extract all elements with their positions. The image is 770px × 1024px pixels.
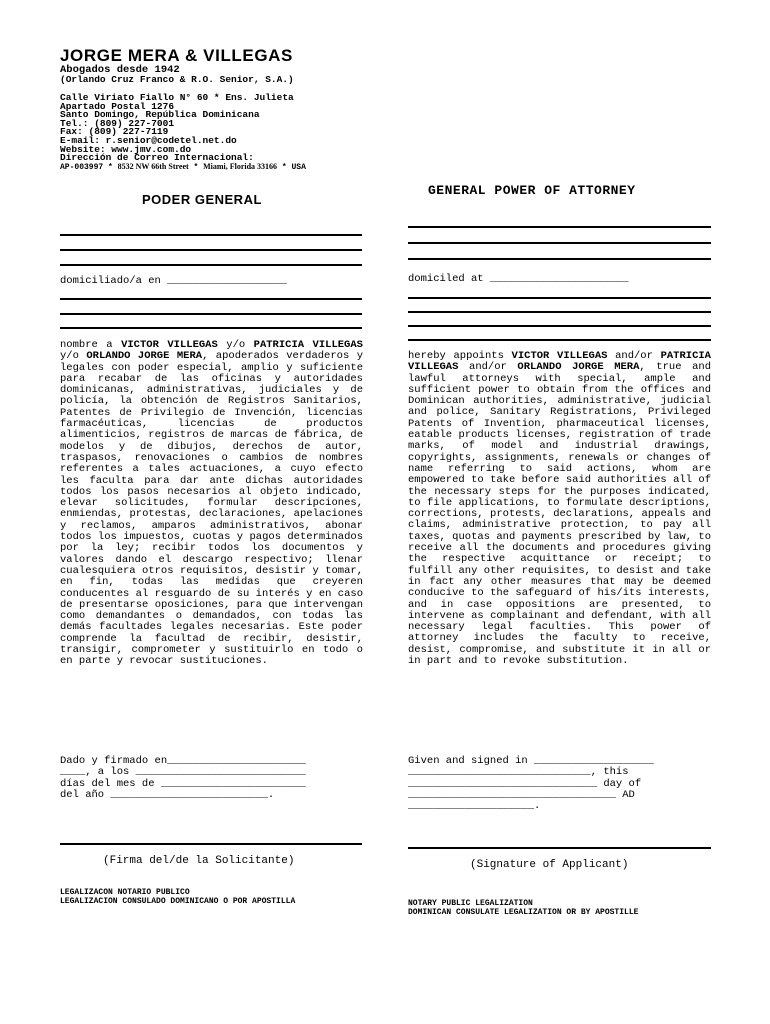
conjunction: y/o xyxy=(226,339,246,351)
blank-line xyxy=(408,242,711,244)
legalization-line: LEGALIZACION CONSULADO DOMINICANO O POR APOSTILLA xyxy=(60,897,296,906)
blank-line xyxy=(60,313,362,315)
blank-line xyxy=(60,264,362,266)
english-signing-block xyxy=(408,756,654,812)
firm-since: Abogados desde 1942 xyxy=(60,64,180,76)
blank-line xyxy=(408,297,711,299)
signing-line: ______________________________ day of xyxy=(408,777,642,790)
attorney-name: PATRICIA VILLEGAS xyxy=(408,350,711,374)
english-domicile: domiciled at ______________________ xyxy=(408,273,629,285)
signing-line: ____, a los ___________________________ xyxy=(60,766,306,779)
ap-street: 8532 NW 66th Street xyxy=(117,161,189,171)
firm-name: JORGE MERA & VILLEGAS xyxy=(60,46,293,65)
english-title: GENERAL POWER OF ATTORNEY xyxy=(428,183,636,198)
attorney-name: ORLANDO JORGE MERA xyxy=(86,350,203,363)
ap-code: AP-003997 xyxy=(60,162,104,172)
english-body xyxy=(408,351,711,667)
blank-line xyxy=(408,226,711,228)
english-signature-caption: (Signature of Applicant) xyxy=(470,859,629,871)
firm-address-block xyxy=(60,94,306,172)
body-text: , true and lawful attorneys with special, ample and sufficient power to obtain from the offices and Dominican authorities, administrative, judicial and police, Sanitary Registrations, Privileged Patents of Invention, pharmaceutical licenses, eatable products licenses, registration of trade marks, of model and industrial drawings, copyrights, assignments, renewals or changes of name referring to said actions, whom are empowered to take before said authorities all of the necessary steps for the purposes indicated, to file applications, to formulate descriptions, corrections, protests, declarations, appeals and claims, administrative protection, to pay all taxes, quotas and payments prescribed by law, to receive all the documents and procedures giving the respective acquittance or receipt; to fulfill any other requisites, to desist and take in fact any other measures that may be deemed conducive to the safeguard of his/its interests, and in case oppositions are presented, to intervene as complainant and defendant, with all necessary legal faculties. This power of attorney includes the faculty to receive, desist, compromise, and substitute it in all or in part and to revoke substitution. xyxy=(408,361,711,668)
spanish-domicile: domiciliado/a en ___________________ xyxy=(60,275,287,287)
international-mail-label: Dirección de Correo Internacional: xyxy=(60,152,254,164)
fax-line: Fax: (809) 227-7119 xyxy=(60,126,169,138)
legalization-line: LEGALIZACON NOTARIO PUBLICO xyxy=(60,888,190,897)
spanish-signing-block xyxy=(60,756,306,801)
address-line: Calle Viriato Fiallo N° 60 * Ens. Julieta xyxy=(60,92,294,103)
conjunction: and/or xyxy=(469,361,507,374)
blank-line xyxy=(60,298,362,300)
phone-line: Tel.: (809) 227-7001 xyxy=(60,117,175,129)
signing-line: _________________________________ AD xyxy=(408,788,635,801)
spanish-signature-caption: (Firma del/de la Solicitante) xyxy=(103,855,295,867)
attorney-name: VICTOR VILLEGAS xyxy=(121,339,218,351)
spanish-title: PODER GENERAL xyxy=(142,192,262,207)
firm-organization: (Orlando Cruz Franco & R.O. Senior, S.A.) xyxy=(60,74,294,85)
legalization-line: NOTARY PUBLIC LEGALIZATION xyxy=(408,899,533,908)
english-legalization-note xyxy=(408,899,638,917)
blank-line xyxy=(408,325,711,327)
address-line: Apartado Postal 1276 xyxy=(60,100,175,112)
conjunction: and/or xyxy=(615,350,653,362)
signing-line: del año _________________________. xyxy=(60,788,275,801)
body-intro: nombre a xyxy=(60,339,113,351)
blank-line xyxy=(60,234,362,236)
website-line: Website: www.jmv.com.do xyxy=(60,143,192,155)
conjunction: y/o xyxy=(60,350,79,363)
ap-country: USA xyxy=(291,162,306,172)
email-line: E-mail: r.senior@codetel.net.do xyxy=(60,134,237,146)
body-text: , apoderados verdaderos y legales con poder especial, amplio y suficiente para recabar de las oficinas y autoridades dominicanas, administrativas, judiciales y de policía, la obtención de Registros Sanitarios, Patentes de Privilegio de Invención, licencias farmacéuticas, licencias de productos alimenticios, registros de marcas de fábrica, de modelos y de dibujos, derechos de autor, traspasos, renovaciones o cambios de nombres referentes a tales actuaciones, a cuyo efecto les faculta para dar ante dichas autoridades todos los pasos necesarios al objeto indicado, elevar solicitudes, formular descripciones, enmiendas, protestas, declaraciones, apelaciones y reclamos, amparos administrativos, abonar todos los impuestos, cuotas y pagos determinados por la ley; recibir todos los documentos y valores dando el descargo respectivo; llenar cualesquiera otros requisitos, desistir y tomar, en fin, todas las medidas que creyeren conducentes al resguardo de su interés y en caso de presentarse oposiciones, para que intervengan como demandantes o demandados, con todas las demás facultades legales necesarias. Este poder comprende la facultad de recibir, desistir, transigir, comprometer y sustituirlo en todo o en parte y revocar sustituciones. xyxy=(60,350,364,668)
signing-line: _____________________________, this xyxy=(408,766,629,779)
legalization-line: DOMINICAN CONSULATE LEGALIZATION OR BY APOSTILLE xyxy=(408,908,639,917)
ap-city: Miami, Florida 33166 xyxy=(203,161,278,171)
signing-line: Given and signed in ___________________ xyxy=(408,755,654,767)
attorney-name: VICTOR VILLEGAS xyxy=(511,350,608,362)
signature-line xyxy=(60,843,362,845)
attorney-name: PATRICIA VILLEGAS xyxy=(253,339,363,351)
address-line: Santo Domingo, República Dominicana xyxy=(60,109,260,121)
body-intro: hereby appoints xyxy=(408,350,504,362)
signing-line: ____________________. xyxy=(408,800,541,813)
blank-line xyxy=(408,258,711,260)
blank-line xyxy=(60,327,362,329)
blank-line xyxy=(408,339,711,341)
blank-line xyxy=(60,249,362,251)
spanish-legalization-note xyxy=(60,888,295,906)
signature-line xyxy=(408,847,711,849)
international-mail-address: AP-003997 * 8532 NW 66th Street * Miami, Florida 33166 * USA xyxy=(60,161,306,172)
signing-line: Dado y firmado en______________________ xyxy=(60,755,306,767)
blank-line xyxy=(408,311,711,313)
attorney-name: ORLANDO JORGE MERA xyxy=(517,361,640,374)
spanish-body xyxy=(60,340,363,668)
signing-line: días del mes de _______________________ xyxy=(60,777,306,790)
